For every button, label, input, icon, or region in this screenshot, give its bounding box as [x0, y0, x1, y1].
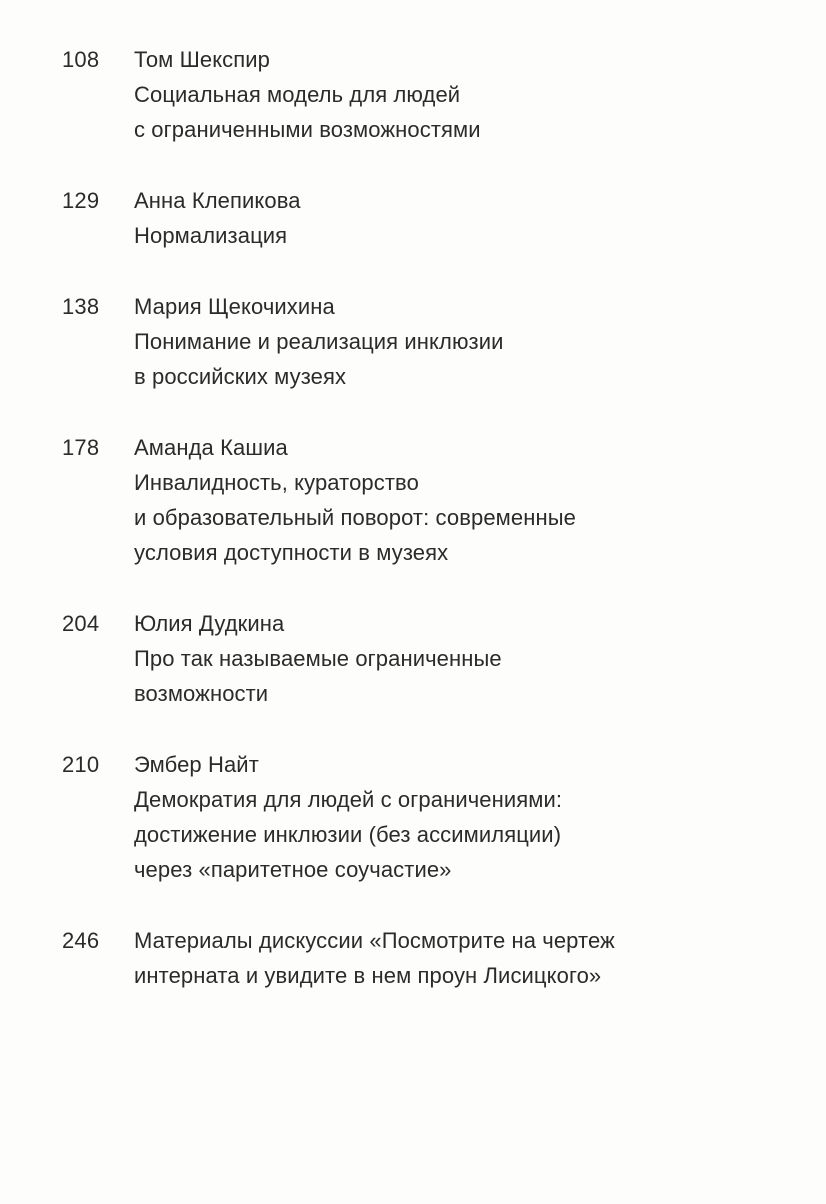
toc-entry — [62, 42, 782, 147]
title-line: Инвалидность, кураторство — [134, 470, 419, 495]
toc-entry — [62, 430, 782, 570]
author-name: Эмбер Найт — [134, 752, 259, 777]
author-name: Том Шекспир — [134, 47, 271, 72]
title-line: и образовательный поворот: современные — [134, 505, 576, 530]
title-line: интерната и увидите в нем проун Лисицкого» — [134, 963, 602, 988]
author-name: Анна Клепикова — [134, 188, 301, 213]
entry-text — [134, 747, 782, 887]
entry-text — [134, 606, 782, 711]
title-line: через «паритетное соучастие» — [134, 857, 452, 882]
title-line: Про так называемые ограниченные — [134, 646, 502, 671]
title-line: возможности — [134, 681, 269, 706]
entry-text — [134, 923, 782, 993]
author-name: Юлия Дудкина — [134, 611, 285, 636]
page-number: 138 — [62, 294, 100, 319]
page-number: 204 — [62, 611, 100, 636]
author-name: Аманда Кашиа — [134, 435, 288, 460]
toc-entry — [62, 747, 782, 887]
page-number: 129 — [62, 188, 100, 213]
title-line: достижение инклюзии (без ассимиляции) — [134, 822, 562, 847]
toc-entry — [62, 183, 782, 253]
title-line: Социальная модель для людей — [134, 82, 461, 107]
page-number: 246 — [62, 928, 100, 953]
toc-entry — [62, 289, 782, 394]
title-line: условия доступности в музеях — [134, 540, 449, 565]
toc-entry — [62, 923, 782, 993]
page-number: 178 — [62, 435, 100, 460]
toc-entry — [62, 606, 782, 711]
author-name: Мария Щекочихина — [134, 294, 335, 319]
entry-text — [134, 42, 782, 147]
title-line: Материалы дискуссии «Посмотрите на чертеж — [134, 928, 615, 953]
page-number: 108 — [62, 47, 100, 72]
entry-text — [134, 430, 782, 570]
page-number: 210 — [62, 752, 100, 777]
title-line: в российских музеях — [134, 364, 347, 389]
title-line: с ограниченными возможностями — [134, 117, 481, 142]
title-line: Нормализация — [134, 223, 288, 248]
title-line: Демократия для людей с ограничениями: — [134, 787, 563, 812]
table-of-contents — [62, 42, 782, 1029]
entry-text — [134, 183, 782, 253]
title-line: Понимание и реализация инклюзии — [134, 329, 504, 354]
entry-text — [134, 289, 782, 394]
